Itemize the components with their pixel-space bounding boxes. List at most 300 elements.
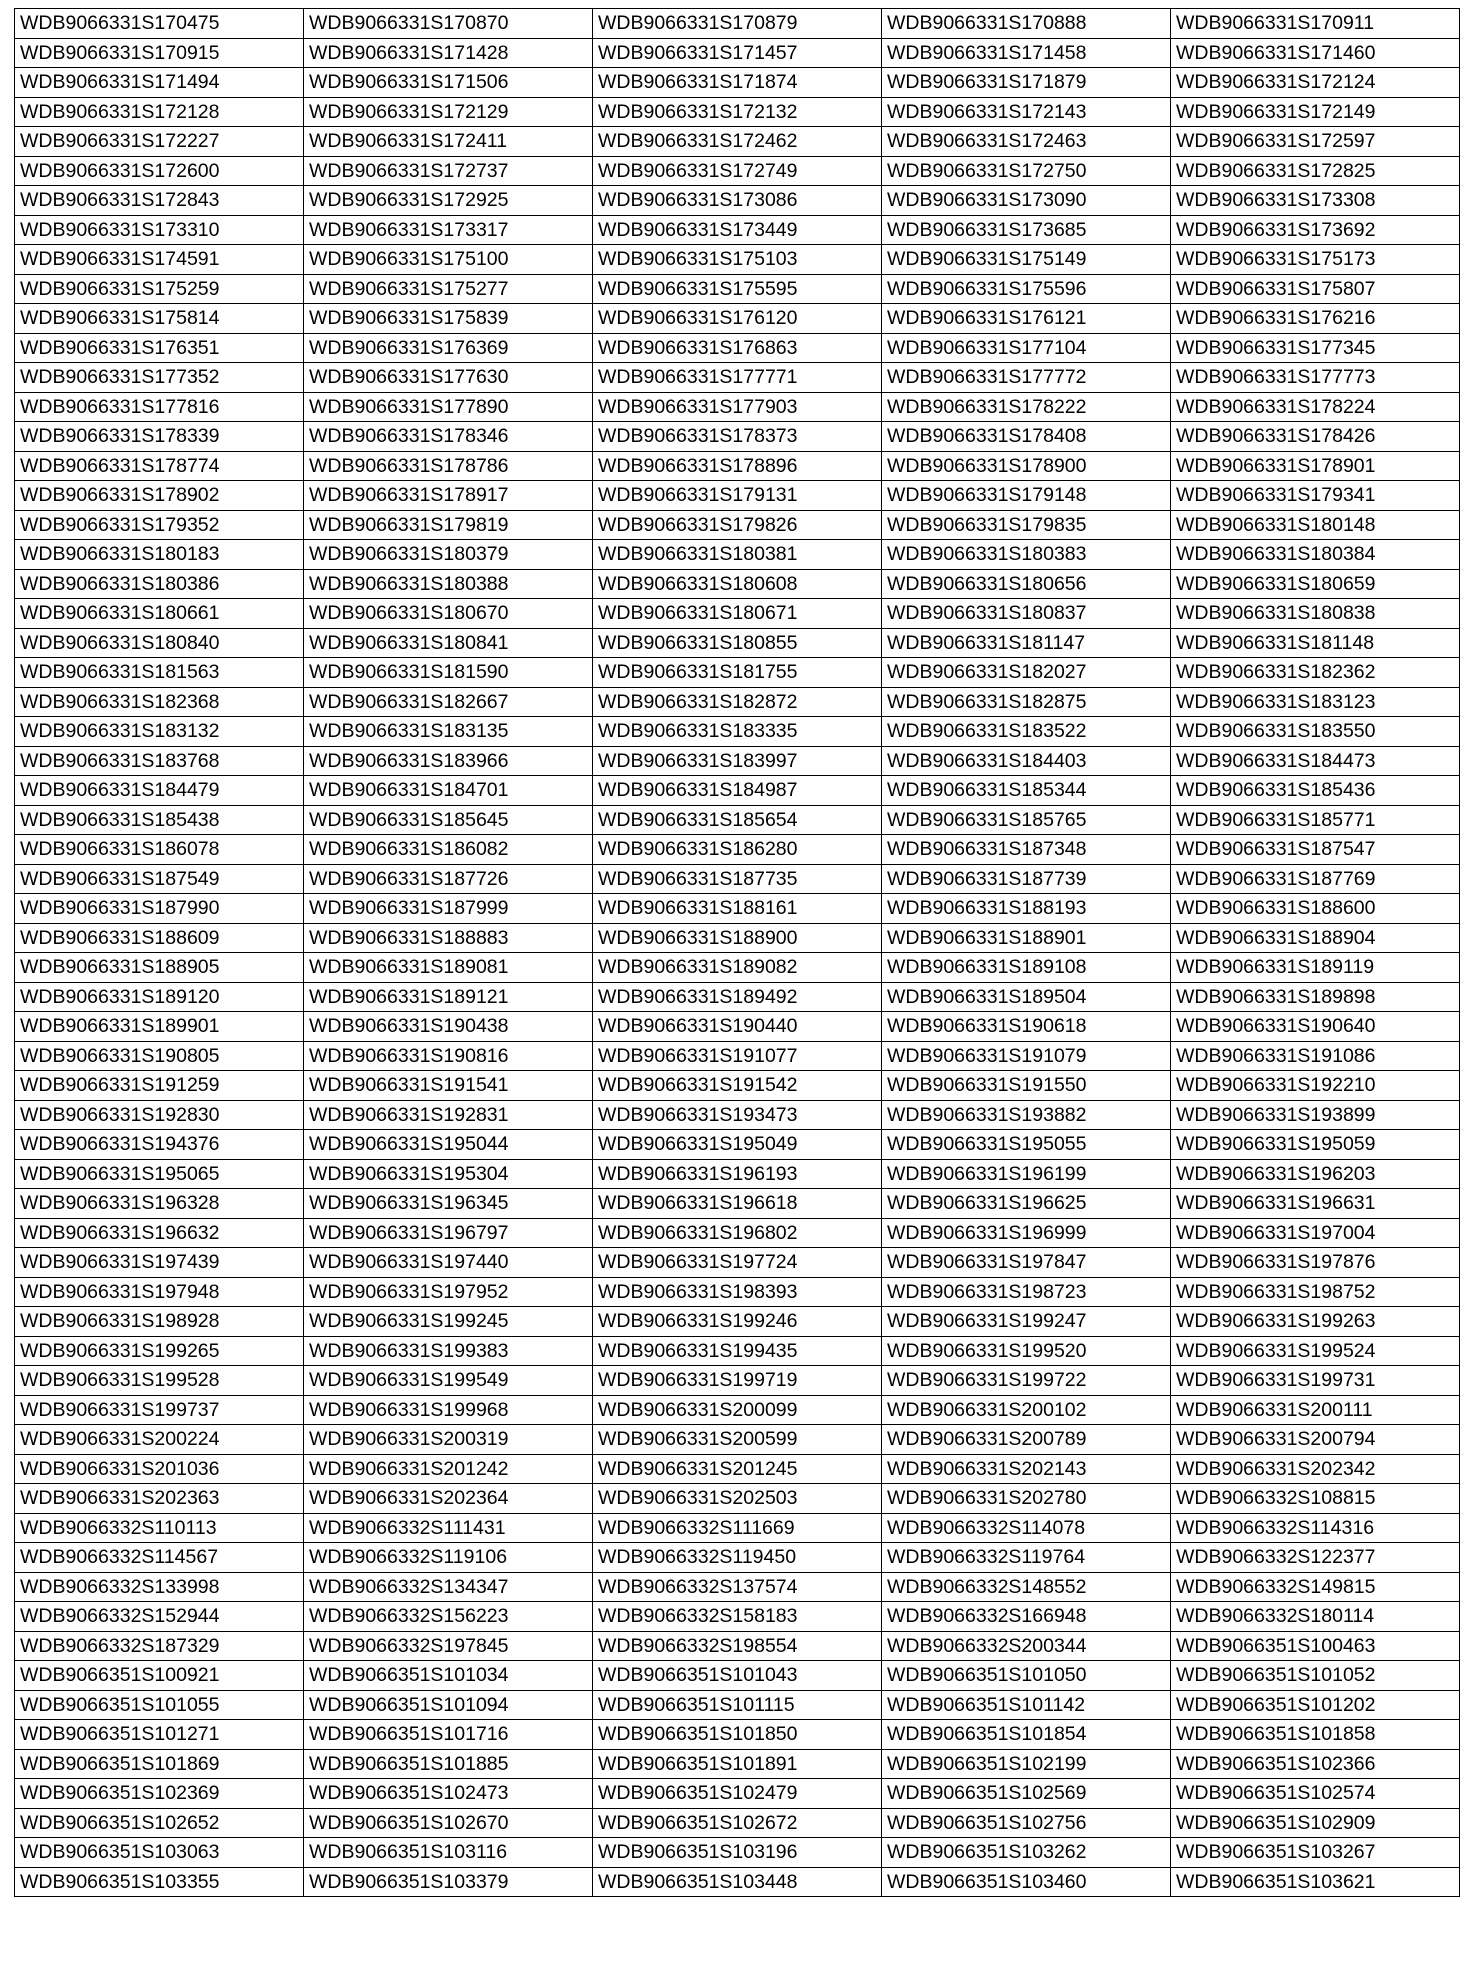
table-row bbox=[15, 658, 1460, 688]
table-cell: WDB9066331S187999 bbox=[304, 894, 593, 924]
table-cell: WDB9066351S101891 bbox=[593, 1749, 882, 1779]
table-cell: WDB9066331S185771 bbox=[1171, 805, 1460, 835]
table-cell: WDB9066331S180384 bbox=[1171, 540, 1460, 570]
table-cell: WDB9066331S179131 bbox=[593, 481, 882, 511]
table-cell: WDB9066331S187726 bbox=[304, 864, 593, 894]
table-cell: WDB9066331S199247 bbox=[882, 1307, 1171, 1337]
table-cell: WDB9066331S172124 bbox=[1171, 68, 1460, 98]
table-row bbox=[15, 9, 1460, 39]
table-cell: WDB9066331S180659 bbox=[1171, 569, 1460, 599]
table-cell: WDB9066331S189082 bbox=[593, 953, 882, 983]
table-cell: WDB9066331S183135 bbox=[304, 717, 593, 747]
table-row bbox=[15, 1838, 1460, 1868]
table-cell: WDB9066331S178339 bbox=[15, 422, 304, 452]
table-cell: WDB9066331S187348 bbox=[882, 835, 1171, 865]
table-cell: WDB9066351S101142 bbox=[882, 1690, 1171, 1720]
table-row bbox=[15, 1189, 1460, 1219]
table-cell: WDB9066331S172143 bbox=[882, 97, 1171, 127]
table-cell: WDB9066351S101115 bbox=[593, 1690, 882, 1720]
table-cell: WDB9066331S173090 bbox=[882, 186, 1171, 216]
table-cell: WDB9066331S182368 bbox=[15, 687, 304, 717]
table-cell: WDB9066331S196618 bbox=[593, 1189, 882, 1219]
table-cell: WDB9066331S177772 bbox=[882, 363, 1171, 393]
table-row bbox=[15, 97, 1460, 127]
table-cell: WDB9066331S188883 bbox=[304, 923, 593, 953]
table-cell: WDB9066331S191079 bbox=[882, 1041, 1171, 1071]
table-cell: WDB9066351S103116 bbox=[304, 1838, 593, 1868]
table-row bbox=[15, 422, 1460, 452]
table-cell: WDB9066331S171458 bbox=[882, 38, 1171, 68]
table-cell: WDB9066331S180386 bbox=[15, 569, 304, 599]
table-cell: WDB9066332S110113 bbox=[15, 1513, 304, 1543]
table-cell: WDB9066351S103621 bbox=[1171, 1867, 1460, 1897]
table-cell: WDB9066331S180656 bbox=[882, 569, 1171, 599]
table-cell: WDB9066331S199246 bbox=[593, 1307, 882, 1337]
table-cell: WDB9066331S179352 bbox=[15, 510, 304, 540]
table-row bbox=[15, 1513, 1460, 1543]
table-cell: WDB9066351S102199 bbox=[882, 1749, 1171, 1779]
table-cell: WDB9066332S180114 bbox=[1171, 1602, 1460, 1632]
table-row bbox=[15, 1248, 1460, 1278]
table-cell: WDB9066351S101043 bbox=[593, 1661, 882, 1691]
table-row bbox=[15, 1602, 1460, 1632]
table-cell: WDB9066331S182362 bbox=[1171, 658, 1460, 688]
table-cell: WDB9066331S178901 bbox=[1171, 451, 1460, 481]
table-cell: WDB9066331S190640 bbox=[1171, 1012, 1460, 1042]
table-cell: WDB9066331S175596 bbox=[882, 274, 1171, 304]
table-cell: WDB9066331S185645 bbox=[304, 805, 593, 835]
table-cell: WDB9066331S170475 bbox=[15, 9, 304, 39]
table-cell: WDB9066331S180855 bbox=[593, 628, 882, 658]
table-cell: WDB9066331S180608 bbox=[593, 569, 882, 599]
table-cell: WDB9066332S149815 bbox=[1171, 1572, 1460, 1602]
table-cell: WDB9066331S191259 bbox=[15, 1071, 304, 1101]
table-cell: WDB9066331S172600 bbox=[15, 156, 304, 186]
table-cell: WDB9066331S171457 bbox=[593, 38, 882, 68]
table-cell: WDB9066332S187329 bbox=[15, 1631, 304, 1661]
table-cell: WDB9066331S175814 bbox=[15, 304, 304, 334]
table-cell: WDB9066331S172462 bbox=[593, 127, 882, 157]
table-cell: WDB9066331S197724 bbox=[593, 1248, 882, 1278]
table-cell: WDB9066331S178426 bbox=[1171, 422, 1460, 452]
table-cell: WDB9066331S201242 bbox=[304, 1454, 593, 1484]
table-cell: WDB9066331S175259 bbox=[15, 274, 304, 304]
table-cell: WDB9066331S184473 bbox=[1171, 746, 1460, 776]
table-cell: WDB9066331S200794 bbox=[1171, 1425, 1460, 1455]
table-row bbox=[15, 717, 1460, 747]
table-cell: WDB9066331S179148 bbox=[882, 481, 1171, 511]
table-cell: WDB9066331S172750 bbox=[882, 156, 1171, 186]
table-cell: WDB9066332S156223 bbox=[304, 1602, 593, 1632]
table-cell: WDB9066332S114078 bbox=[882, 1513, 1171, 1543]
table-cell: WDB9066331S183997 bbox=[593, 746, 882, 776]
table-cell: WDB9066331S185344 bbox=[882, 776, 1171, 806]
table-cell: WDB9066332S119764 bbox=[882, 1543, 1171, 1573]
table-cell: WDB9066351S101858 bbox=[1171, 1720, 1460, 1750]
table-cell: WDB9066331S190438 bbox=[304, 1012, 593, 1042]
table-cell: WDB9066331S172925 bbox=[304, 186, 593, 216]
table-cell: WDB9066331S178224 bbox=[1171, 392, 1460, 422]
table-cell: WDB9066331S188193 bbox=[882, 894, 1171, 924]
table-row bbox=[15, 245, 1460, 275]
table-row bbox=[15, 186, 1460, 216]
table-cell: WDB9066331S177771 bbox=[593, 363, 882, 393]
table-cell: WDB9066331S188905 bbox=[15, 953, 304, 983]
table-row bbox=[15, 1395, 1460, 1425]
table-cell: WDB9066331S185654 bbox=[593, 805, 882, 835]
table-cell: WDB9066332S152944 bbox=[15, 1602, 304, 1632]
table-cell: WDB9066332S119106 bbox=[304, 1543, 593, 1573]
table-cell: WDB9066331S171494 bbox=[15, 68, 304, 98]
table-cell: WDB9066331S197952 bbox=[304, 1277, 593, 1307]
table-cell: WDB9066331S179341 bbox=[1171, 481, 1460, 511]
table-cell: WDB9066331S202364 bbox=[304, 1484, 593, 1514]
table-cell: WDB9066331S188609 bbox=[15, 923, 304, 953]
table-cell: WDB9066331S172843 bbox=[15, 186, 304, 216]
table-cell: WDB9066331S178346 bbox=[304, 422, 593, 452]
table-cell: WDB9066331S195059 bbox=[1171, 1130, 1460, 1160]
table-cell: WDB9066331S174591 bbox=[15, 245, 304, 275]
table-cell: WDB9066331S202780 bbox=[882, 1484, 1171, 1514]
table-cell: WDB9066331S178408 bbox=[882, 422, 1171, 452]
table-cell: WDB9066331S201245 bbox=[593, 1454, 882, 1484]
table-row bbox=[15, 1749, 1460, 1779]
table-cell: WDB9066331S184403 bbox=[882, 746, 1171, 776]
table-cell: WDB9066331S175103 bbox=[593, 245, 882, 275]
table-cell: WDB9066332S111431 bbox=[304, 1513, 593, 1543]
table-row bbox=[15, 1690, 1460, 1720]
table-cell: WDB9066351S101055 bbox=[15, 1690, 304, 1720]
table-cell: WDB9066331S199719 bbox=[593, 1366, 882, 1396]
table-cell: WDB9066331S172737 bbox=[304, 156, 593, 186]
table-cell: WDB9066351S101869 bbox=[15, 1749, 304, 1779]
table-cell: WDB9066331S187549 bbox=[15, 864, 304, 894]
table-cell: WDB9066331S191542 bbox=[593, 1071, 882, 1101]
table-cell: WDB9066351S103379 bbox=[304, 1867, 593, 1897]
table-cell: WDB9066331S171874 bbox=[593, 68, 882, 98]
table-cell: WDB9066331S199737 bbox=[15, 1395, 304, 1425]
table-row bbox=[15, 333, 1460, 363]
table-cell: WDB9066332S198554 bbox=[593, 1631, 882, 1661]
table-row bbox=[15, 1631, 1460, 1661]
table-row bbox=[15, 1012, 1460, 1042]
table-cell: WDB9066331S196193 bbox=[593, 1159, 882, 1189]
table-cell: WDB9066331S176863 bbox=[593, 333, 882, 363]
table-cell: WDB9066331S196203 bbox=[1171, 1159, 1460, 1189]
table-cell: WDB9066331S173685 bbox=[882, 215, 1171, 245]
table-cell: WDB9066331S178900 bbox=[882, 451, 1171, 481]
table-cell: WDB9066331S189120 bbox=[15, 982, 304, 1012]
table-cell: WDB9066331S199968 bbox=[304, 1395, 593, 1425]
table-cell: WDB9066331S172132 bbox=[593, 97, 882, 127]
table-cell: WDB9066331S196632 bbox=[15, 1218, 304, 1248]
table-row bbox=[15, 1366, 1460, 1396]
table-cell: WDB9066331S187739 bbox=[882, 864, 1171, 894]
table-cell: WDB9066351S101885 bbox=[304, 1749, 593, 1779]
table-cell: WDB9066351S102909 bbox=[1171, 1808, 1460, 1838]
table-cell: WDB9066331S187735 bbox=[593, 864, 882, 894]
table-cell: WDB9066331S186078 bbox=[15, 835, 304, 865]
table-cell: WDB9066331S172227 bbox=[15, 127, 304, 157]
table-cell: WDB9066331S183335 bbox=[593, 717, 882, 747]
table-row bbox=[15, 1720, 1460, 1750]
table-row bbox=[15, 864, 1460, 894]
table-cell: WDB9066331S175595 bbox=[593, 274, 882, 304]
table-cell: WDB9066331S179826 bbox=[593, 510, 882, 540]
table-cell: WDB9066331S171428 bbox=[304, 38, 593, 68]
table-cell: WDB9066331S180841 bbox=[304, 628, 593, 658]
table-cell: WDB9066331S172128 bbox=[15, 97, 304, 127]
table-cell: WDB9066331S189108 bbox=[882, 953, 1171, 983]
table-cell: WDB9066331S196999 bbox=[882, 1218, 1171, 1248]
table-cell: WDB9066331S177773 bbox=[1171, 363, 1460, 393]
table-row bbox=[15, 746, 1460, 776]
vin-table bbox=[14, 8, 1460, 1897]
table-cell: WDB9066331S178786 bbox=[304, 451, 593, 481]
table-cell: WDB9066331S188901 bbox=[882, 923, 1171, 953]
table-cell: WDB9066331S191077 bbox=[593, 1041, 882, 1071]
table-cell: WDB9066331S191550 bbox=[882, 1071, 1171, 1101]
table-row bbox=[15, 156, 1460, 186]
table-cell: WDB9066331S198393 bbox=[593, 1277, 882, 1307]
table-cell: WDB9066331S172825 bbox=[1171, 156, 1460, 186]
table-cell: WDB9066332S111669 bbox=[593, 1513, 882, 1543]
table-cell: WDB9066331S180379 bbox=[304, 540, 593, 570]
table-cell: WDB9066331S184479 bbox=[15, 776, 304, 806]
table-cell: WDB9066331S175149 bbox=[882, 245, 1171, 275]
table-cell: WDB9066331S199722 bbox=[882, 1366, 1171, 1396]
table-cell: WDB9066331S199265 bbox=[15, 1336, 304, 1366]
table-cell: WDB9066331S182875 bbox=[882, 687, 1171, 717]
table-cell: WDB9066331S199520 bbox=[882, 1336, 1171, 1366]
table-cell: WDB9066331S188161 bbox=[593, 894, 882, 924]
table-cell: WDB9066332S133998 bbox=[15, 1572, 304, 1602]
table-cell: WDB9066331S189504 bbox=[882, 982, 1171, 1012]
table-cell: WDB9066331S189492 bbox=[593, 982, 882, 1012]
table-cell: WDB9066331S192830 bbox=[15, 1100, 304, 1130]
table-cell: WDB9066351S102672 bbox=[593, 1808, 882, 1838]
table-row bbox=[15, 1484, 1460, 1514]
table-cell: WDB9066331S180148 bbox=[1171, 510, 1460, 540]
table-row bbox=[15, 481, 1460, 511]
table-cell: WDB9066331S190805 bbox=[15, 1041, 304, 1071]
table-cell: WDB9066332S108815 bbox=[1171, 1484, 1460, 1514]
table-row bbox=[15, 215, 1460, 245]
table-cell: WDB9066331S183132 bbox=[15, 717, 304, 747]
table-cell: WDB9066331S180840 bbox=[15, 628, 304, 658]
table-cell: WDB9066332S200344 bbox=[882, 1631, 1171, 1661]
table-cell: WDB9066351S103196 bbox=[593, 1838, 882, 1868]
table-cell: WDB9066331S177104 bbox=[882, 333, 1171, 363]
table-row bbox=[15, 628, 1460, 658]
table-cell: WDB9066351S100921 bbox=[15, 1661, 304, 1691]
table-cell: WDB9066331S180838 bbox=[1171, 599, 1460, 629]
table-cell: WDB9066331S183966 bbox=[304, 746, 593, 776]
table-cell: WDB9066331S185436 bbox=[1171, 776, 1460, 806]
table-cell: WDB9066331S193882 bbox=[882, 1100, 1171, 1130]
table-cell: WDB9066331S178774 bbox=[15, 451, 304, 481]
table-cell: WDB9066351S102574 bbox=[1171, 1779, 1460, 1809]
table-cell: WDB9066351S102369 bbox=[15, 1779, 304, 1809]
table-cell: WDB9066331S195049 bbox=[593, 1130, 882, 1160]
table-cell: WDB9066331S178222 bbox=[882, 392, 1171, 422]
table-row bbox=[15, 392, 1460, 422]
table-cell: WDB9066332S114316 bbox=[1171, 1513, 1460, 1543]
table-cell: WDB9066351S103448 bbox=[593, 1867, 882, 1897]
table-cell: WDB9066331S200789 bbox=[882, 1425, 1171, 1455]
table-cell: WDB9066351S103262 bbox=[882, 1838, 1171, 1868]
table-cell: WDB9066331S178896 bbox=[593, 451, 882, 481]
table-cell: WDB9066331S189081 bbox=[304, 953, 593, 983]
table-cell: WDB9066331S196328 bbox=[15, 1189, 304, 1219]
table-cell: WDB9066331S180388 bbox=[304, 569, 593, 599]
table-row bbox=[15, 363, 1460, 393]
table-cell: WDB9066331S189898 bbox=[1171, 982, 1460, 1012]
table-cell: WDB9066331S186082 bbox=[304, 835, 593, 865]
table-row bbox=[15, 1454, 1460, 1484]
table-cell: WDB9066351S101052 bbox=[1171, 1661, 1460, 1691]
table-cell: WDB9066331S184701 bbox=[304, 776, 593, 806]
table-cell: WDB9066332S134347 bbox=[304, 1572, 593, 1602]
table-cell: WDB9066331S191541 bbox=[304, 1071, 593, 1101]
table-row bbox=[15, 687, 1460, 717]
table-row bbox=[15, 1041, 1460, 1071]
table-cell: WDB9066351S101716 bbox=[304, 1720, 593, 1750]
table-row bbox=[15, 1336, 1460, 1366]
table-cell: WDB9066331S172463 bbox=[882, 127, 1171, 157]
table-cell: WDB9066331S181755 bbox=[593, 658, 882, 688]
table-cell: WDB9066351S103355 bbox=[15, 1867, 304, 1897]
table-cell: WDB9066331S183522 bbox=[882, 717, 1171, 747]
table-cell: WDB9066331S197876 bbox=[1171, 1248, 1460, 1278]
table-row bbox=[15, 1572, 1460, 1602]
table-cell: WDB9066331S173692 bbox=[1171, 215, 1460, 245]
table-row bbox=[15, 1867, 1460, 1897]
table-cell: WDB9066331S171460 bbox=[1171, 38, 1460, 68]
table-cell: WDB9066351S102473 bbox=[304, 1779, 593, 1809]
table-cell: WDB9066331S181563 bbox=[15, 658, 304, 688]
table-cell: WDB9066331S197004 bbox=[1171, 1218, 1460, 1248]
table-cell: WDB9066331S202503 bbox=[593, 1484, 882, 1514]
table-cell: WDB9066331S181148 bbox=[1171, 628, 1460, 658]
table-cell: WDB9066351S101050 bbox=[882, 1661, 1171, 1691]
table-cell: WDB9066331S178917 bbox=[304, 481, 593, 511]
table-row bbox=[15, 894, 1460, 924]
table-cell: WDB9066351S101850 bbox=[593, 1720, 882, 1750]
table-cell: WDB9066331S171506 bbox=[304, 68, 593, 98]
table-cell: WDB9066331S202363 bbox=[15, 1484, 304, 1514]
table-row bbox=[15, 1071, 1460, 1101]
table-cell: WDB9066331S188900 bbox=[593, 923, 882, 953]
table-cell: WDB9066331S190816 bbox=[304, 1041, 593, 1071]
table-cell: WDB9066331S182027 bbox=[882, 658, 1171, 688]
table-cell: WDB9066331S191086 bbox=[1171, 1041, 1460, 1071]
table-cell: WDB9066331S183550 bbox=[1171, 717, 1460, 747]
table-cell: WDB9066331S180381 bbox=[593, 540, 882, 570]
table-cell: WDB9066331S199528 bbox=[15, 1366, 304, 1396]
table-cell: WDB9066331S170911 bbox=[1171, 9, 1460, 39]
table-cell: WDB9066331S180837 bbox=[882, 599, 1171, 629]
table-row bbox=[15, 38, 1460, 68]
table-cell: WDB9066351S102569 bbox=[882, 1779, 1171, 1809]
table-cell: WDB9066331S182667 bbox=[304, 687, 593, 717]
table-cell: WDB9066351S101271 bbox=[15, 1720, 304, 1750]
table-cell: WDB9066331S187547 bbox=[1171, 835, 1460, 865]
table-cell: WDB9066351S102756 bbox=[882, 1808, 1171, 1838]
table-cell: WDB9066331S200099 bbox=[593, 1395, 882, 1425]
table-cell: WDB9066331S180383 bbox=[882, 540, 1171, 570]
table-cell: WDB9066331S173310 bbox=[15, 215, 304, 245]
table-row bbox=[15, 68, 1460, 98]
table-cell: WDB9066331S188600 bbox=[1171, 894, 1460, 924]
table-cell: WDB9066331S199731 bbox=[1171, 1366, 1460, 1396]
table-cell: WDB9066331S177352 bbox=[15, 363, 304, 393]
table-row bbox=[15, 805, 1460, 835]
table-row bbox=[15, 1159, 1460, 1189]
table-row bbox=[15, 599, 1460, 629]
table-row bbox=[15, 982, 1460, 1012]
table-row bbox=[15, 304, 1460, 334]
table-cell: WDB9066331S200599 bbox=[593, 1425, 882, 1455]
table-row bbox=[15, 1100, 1460, 1130]
table-cell: WDB9066331S197440 bbox=[304, 1248, 593, 1278]
table-cell: WDB9066351S102670 bbox=[304, 1808, 593, 1838]
table-cell: WDB9066331S176351 bbox=[15, 333, 304, 363]
table-cell: WDB9066331S172149 bbox=[1171, 97, 1460, 127]
table-cell: WDB9066351S103460 bbox=[882, 1867, 1171, 1897]
table-cell: WDB9066331S171879 bbox=[882, 68, 1171, 98]
table-cell: WDB9066331S197847 bbox=[882, 1248, 1171, 1278]
table-cell: WDB9066331S187990 bbox=[15, 894, 304, 924]
table-cell: WDB9066351S103267 bbox=[1171, 1838, 1460, 1868]
table-cell: WDB9066331S193473 bbox=[593, 1100, 882, 1130]
table-cell: WDB9066331S170870 bbox=[304, 9, 593, 39]
table-row bbox=[15, 569, 1460, 599]
table-cell: WDB9066331S183768 bbox=[15, 746, 304, 776]
table-row bbox=[15, 1307, 1460, 1337]
table-cell: WDB9066351S102479 bbox=[593, 1779, 882, 1809]
table-cell: WDB9066331S179835 bbox=[882, 510, 1171, 540]
table-row bbox=[15, 1808, 1460, 1838]
table-cell: WDB9066331S170879 bbox=[593, 9, 882, 39]
table-cell: WDB9066331S202143 bbox=[882, 1454, 1171, 1484]
table-cell: WDB9066331S181590 bbox=[304, 658, 593, 688]
table-row bbox=[15, 274, 1460, 304]
table-row bbox=[15, 1277, 1460, 1307]
table-cell: WDB9066331S184987 bbox=[593, 776, 882, 806]
table-cell: WDB9066351S101202 bbox=[1171, 1690, 1460, 1720]
table-cell: WDB9066331S198752 bbox=[1171, 1277, 1460, 1307]
table-cell: WDB9066351S102366 bbox=[1171, 1749, 1460, 1779]
table-cell: WDB9066331S177345 bbox=[1171, 333, 1460, 363]
table-cell: WDB9066331S173086 bbox=[593, 186, 882, 216]
table-cell: WDB9066351S101034 bbox=[304, 1661, 593, 1691]
table-cell: WDB9066331S178373 bbox=[593, 422, 882, 452]
table-cell: WDB9066331S177630 bbox=[304, 363, 593, 393]
table-cell: WDB9066331S189119 bbox=[1171, 953, 1460, 983]
table-cell: WDB9066331S175100 bbox=[304, 245, 593, 275]
table-cell: WDB9066331S195065 bbox=[15, 1159, 304, 1189]
table-cell: WDB9066331S176369 bbox=[304, 333, 593, 363]
table-row bbox=[15, 776, 1460, 806]
table-cell: WDB9066331S195304 bbox=[304, 1159, 593, 1189]
table-cell: WDB9066331S199263 bbox=[1171, 1307, 1460, 1337]
table-cell: WDB9066331S189901 bbox=[15, 1012, 304, 1042]
table-cell: WDB9066331S192210 bbox=[1171, 1071, 1460, 1101]
table-row bbox=[15, 923, 1460, 953]
table-row bbox=[15, 1218, 1460, 1248]
table-cell: WDB9066331S172749 bbox=[593, 156, 882, 186]
